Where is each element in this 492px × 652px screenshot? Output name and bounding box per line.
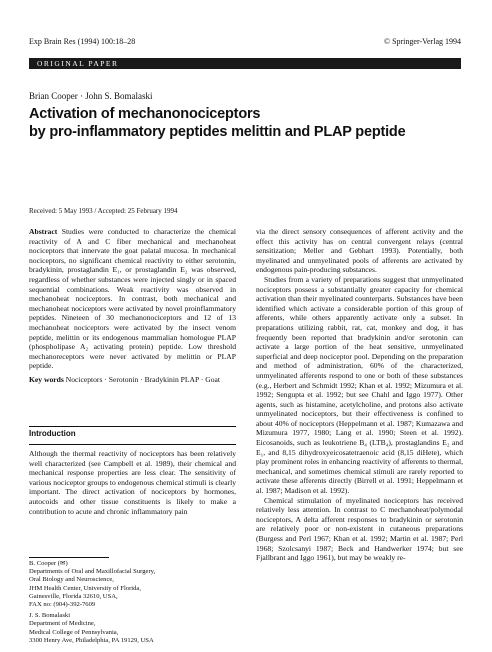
affiliation-1-line: Oral Biology and Neuroscience, [29,576,114,584]
abstract-label: Abstract [29,227,58,236]
introduction-text: Although the thermal reactivity of nociceptors has been relatively well characterized (see Campbell et al. 1989), their chemical and mechanical response properties are less clear. The sensitivity of various nociceptor groups to endogenous chemical stimuli is clearly important. The direct activation of nociceptors by hormones, autocoids and other tissue constituents is likely to make a contribution to acute and chronic inflammatory pain [29,449,236,516]
received-dates: Received: 5 May 1993 / Accepted: 25 February 1994 [29,207,178,215]
title-line-1: Activation of mechanonociceptors [29,106,261,122]
affiliation-2-line: Medical College of Pennsylvania, [29,628,119,636]
body-paragraph: Chemical stimulation of myelinated nociceptors has received relatively less attention. In contrast to C mechanoheat/polymodal nociceptors, A delta afferent responses to bradykinin or serotonin are relatively poor or non-existent in cutaneous preparations (Burgess and Perl 1967; Khan et al. 1992; Martin et al. 1987; Perl 1968; Szolcsanyi 1987; Beck and Handwerker 1974; but see Fjallbrant and Iggo 1961), but may be weakly re- [256,495,463,563]
right-column [256,227,463,563]
affiliation-1-line: Gainesville, Florida 32610, USA, [29,592,118,600]
affiliation-1-line: JHM Health Center, University of Florida, [29,584,141,592]
title-line-2: by pro-inflammatory peptides melittin and PLAP peptide [29,124,406,140]
abstract-paragraph [29,227,236,371]
keywords-paragraph [29,375,236,385]
affiliation-1-line: Departments of Oral and Maxillofacial Surgery, [29,568,156,576]
abstract-block [29,227,236,385]
section-rule-bottom [29,444,236,445]
section-rule-top [29,426,236,427]
article-type-label: ORIGINAL PAPER [37,59,119,68]
introduction-heading: Introduction [29,429,76,438]
author-list: Brian Cooper · John S. Bomalaski [29,91,153,101]
affiliation-2-line: Department of Medicine, [29,620,96,628]
journal-citation: Exp Brain Res (1994) 100:18–28 [29,37,136,46]
publisher-copyright: © Springer-Verlag 1994 [383,37,461,46]
affiliation-1-name: B. Cooper (✉) [29,560,68,567]
affiliation-2-line: 3300 Henry Ave, Philadelphia, PA 19129, USA [29,636,154,644]
body-paragraph: via the direct sensory consequences of afferent activity and the effect this activity has on central convergent relays (central sensitization; Meller and Gebhart 1993). Potentially, both myelinated and unmyelinated pools of afferents are activated by endogenous pain-producing substances. [256,227,463,275]
footnote-rule [29,557,109,558]
body-paragraph: Studies from a variety of preparations suggest that unmyelinated nociceptors possess a substantially greater capacity for chemical activation than their myelinated counterparts. Substances have been identified which activate a considerable portion of this group of afferents, while others apparently activate only a subset. In preparations utilizing rabbit, rat, cat, monkey and dog, it has frequently been reported that bradykinin and/or serotonin can activate a large portion of the heat sensitive, unmyelinated superficial and deep nociceptor pool. Depending on the preparation and method of administration, 60% of the characterized, unmyelinated afferents respond to one or both of these substances (e.g., Herbert and Schmidt 1992; Khan et al. 1992; Mizumura et al. 1992; Sengupta et al. 1992; but see Chahl and Iggo 1977). Other agents, such as histamine, acetylcholine, and protons also activate unmyelinated nociceptors, but their effectiveness is confined to about 40% of nociceptors (Heppelmann et al. 1987; Kumazawa and Mizumura 1977, 1980; Lang et al. 1990; Steen et al. 1992). Eicosanoids, such as leukotriene B₄ (LTB₄), prostaglandins E₂ and E₁, and 8,15 dihydroxyeicosatetraenoic acid (8,15 diHete), which play prominent roles in enhancing reactivity of afferents to thermal, mechanical, and sometimes chemical stimuli are rarely reported to activate these afferents directly (Birrell et al. 1991; Heppelmann et al. 1987; Madison et al. 1992). [256,274,463,496]
affiliation-2-name: J. S. Bomalaski [29,612,71,620]
abstract-text: Studies were conducted to characterize the chemical reactivity of A and C fiber mechanical and mechanoheat nociceptors that innervate the goat palatal mucosa. In mechanical nociceptors, no significant chemical reactivity to either serotonin, bradykinin, prostaglandin E₁, or prostaglandin E₂ was observed, regardless of whether substances were injected singly or in spaced sequential combinations. Weak reactivity was observed in mechanoheat nociceptors. In contrast, both mechanical and mechanoheat nociceptors were activated by novel proinflammatory peptides. Nineteen of 30 mechanonociceptors and 12 of 13 mechanoheat nociceptors were activated by the insect venom peptide, melittin or its endogenous mammalian homologue PLAP (phospholipase A₂ activating protein) peptide. Low threshold mechanoreceptors were never activated by melittin or PLAP peptide. [29,227,236,371]
introduction-block [29,449,236,516]
affiliation-1-fax: FAX no: (904)-392-7609 [29,601,96,609]
article-type-band [29,58,461,69]
article-title [29,105,469,141]
author-affiliations [29,560,236,645]
keywords-text: Nociceptors · Serotonin · Bradykinin PLAP · Goat [65,374,221,384]
keywords-label: Key words [29,374,64,384]
